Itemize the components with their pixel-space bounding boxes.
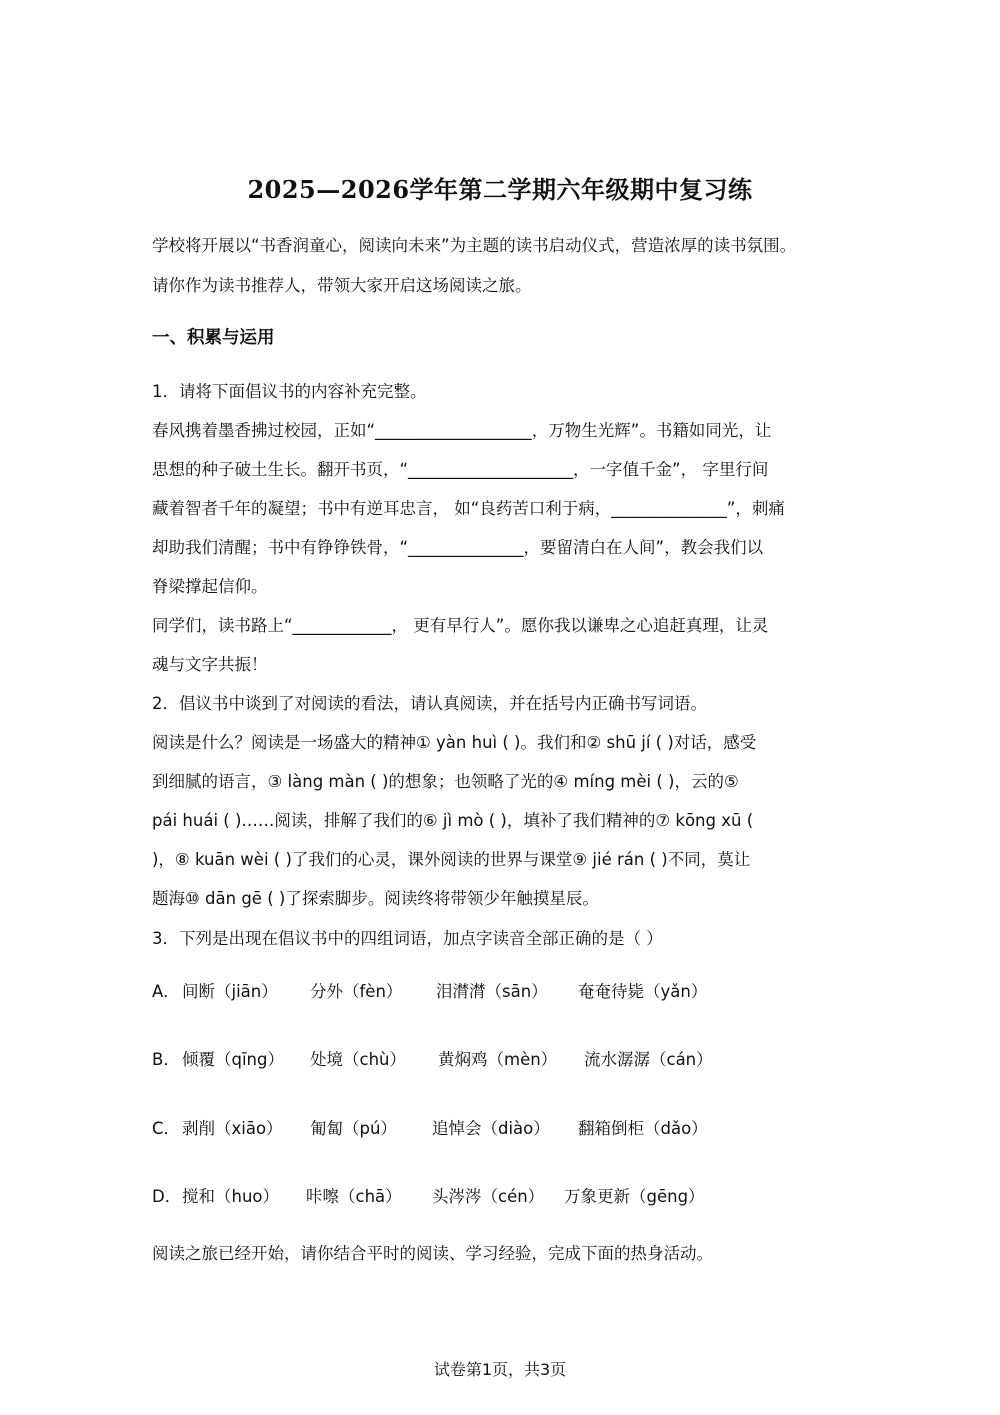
option-item: 追悼会（diào） (432, 1119, 550, 1138)
q1-line-5: 脊梁撑起信仰。 (152, 577, 268, 596)
q2-line-3: pái huái ( )……阅读，排解了我们的⑥ jì mò ( )，填补了我们精神的⑦ kōng xū ( (152, 811, 754, 830)
option-item: 黄焖鸡（mèn） (438, 1050, 558, 1069)
intro-line-1: 学校将开展以“书香润童心，阅读向未来”为主题的读书启动仪式，营造浓厚的读书氛围。 (152, 236, 797, 255)
option-item: 奄奄待毙（yǎn） (578, 982, 708, 1001)
page-footer: 试卷第1页，共3页 (433, 1360, 567, 1379)
option-item: 搅和（huo） (182, 1187, 280, 1206)
q1-line-2: 思想的种子破土生长。翻开书页，“____________________，一字值千金”， 字里行间 (152, 460, 769, 479)
option-item: 倾覆（qīng） (182, 1050, 284, 1069)
option-item: 头涔涔（cén） (432, 1187, 545, 1206)
page-title: 2025—2026学年第二学期六年级期中复习练 (247, 175, 753, 204)
q2-line-2: 到细腻的语言，③ làng màn ( )的想象；也领略了光的④ míng mèi ( )，云的⑤ (152, 772, 739, 791)
q2-line-5: 题海⑩ dān gē ( )了探索脚步。阅读终将带领少年触摸星辰。 (152, 889, 599, 908)
option-item: 咔嚓（chā） (306, 1187, 402, 1206)
option-item: 万象更新（gēng） (564, 1187, 705, 1206)
q1-line-3: 藏着智者千年的凝望；书中有逆耳忠言， 如“良药苦口利于病，______________”，刺痛 (152, 499, 785, 518)
option-item: 泪潸潸（sān） (436, 982, 548, 1001)
option-item: 间断（jiān） (182, 982, 278, 1001)
option-item: 匍匐（pú） (310, 1119, 397, 1138)
option-item: 处境（chù） (310, 1050, 406, 1069)
option-item: 翻箱倒柜（dǎo） (578, 1119, 708, 1138)
option-label: A． (152, 982, 180, 1001)
q1-stem: 1．请将下面倡议书的内容补充完整。 (152, 382, 427, 401)
option-label: B． (152, 1050, 180, 1069)
option-item: 剥削（xiāo） (182, 1119, 283, 1138)
option-label: D． (152, 1187, 182, 1206)
q1-line-7: 魂与文字共振！ (152, 655, 268, 674)
option-item: 流水潺潺（cán） (584, 1050, 713, 1069)
transition-text: 阅读之旅已经开始，请你结合平时的阅读、学习经验，完成下面的热身活动。 (152, 1244, 713, 1263)
q2-stem: 2．倡议书中谈到了对阅读的看法，请认真阅读，并在括号内正确书写词语。 (152, 694, 707, 713)
q1-line-4: 却助我们清醒；书中有铮铮铁骨，“______________，要留清白在人间”，教会我们以 (152, 538, 764, 557)
intro-line-2: 请你作为读书推荐人，带领大家开启这场阅读之旅。 (152, 276, 532, 295)
q1-line-1: 春风携着墨香拂过校园，正如“___________________，万物生光辉”。书籍如同光，让 (152, 421, 772, 440)
q2-line-4: )，⑧ kuān wèi ( )了我们的心灵，课外阅读的世界与课堂⑨ jié rán ( )不同，莫让 (152, 850, 751, 869)
q1-line-6: 同学们，读书路上“____________， 更有早行人”。愿你我以谦卑之心追赶真理，让灵 (152, 616, 769, 635)
option-item: 分外（fèn） (310, 982, 403, 1001)
q3-stem: 3．下列是出现在倡议书中的四组词语，加点字读音全部正确的是（ ） (152, 929, 663, 948)
option-label: C． (152, 1119, 181, 1138)
q2-line-1: 阅读是什么？阅读是一场盛大的精神① yàn huì ( )。我们和② shū jí ( )对话，感受 (152, 733, 757, 752)
section-heading: 一、积累与运用 (152, 328, 275, 348)
